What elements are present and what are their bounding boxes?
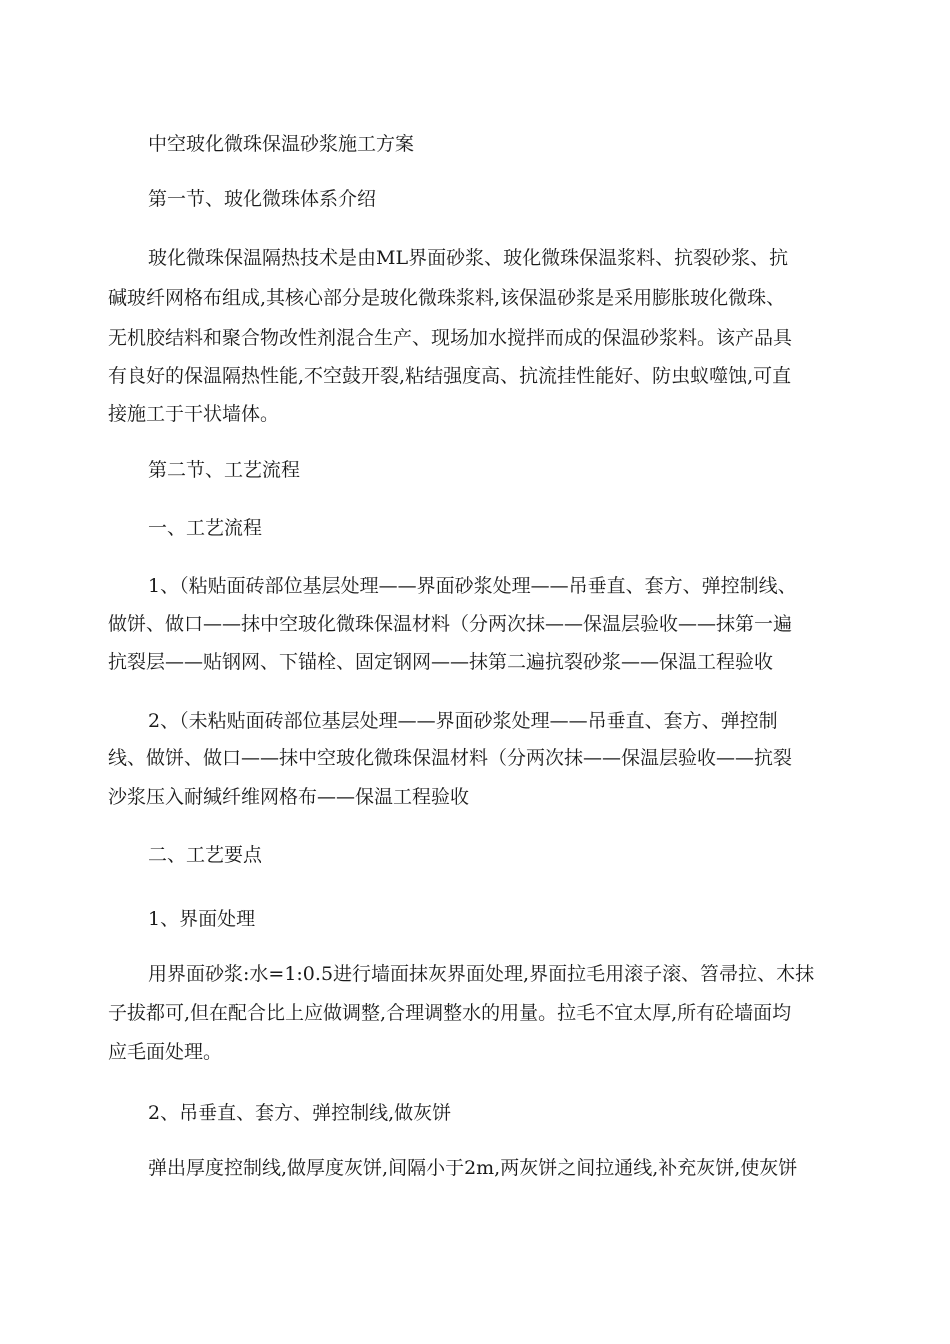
section-heading-1: 第一节、玻化微珠体系介绍 (148, 188, 377, 210)
point-heading-2: 2、吊垂直、套方、弹控制线,做灰饼 (148, 1102, 452, 1124)
point-heading-1: 1、界面处理 (148, 908, 256, 930)
subsection-heading-key-points: 二、工艺要点 (148, 844, 263, 866)
paragraph-line: 子拔都可,但在配合比上应做调整,合理调整水的用量。拉毛不宜太厚,所有砼墙面均 (108, 1002, 792, 1024)
paragraph-line: 用界面砂浆:水=1:0.5进行墙面抹灰界面处理,界面拉毛用滚子滚、笤帚拉、木抹 (148, 963, 815, 985)
paragraph-line: 接施工于干状墙体。 (108, 403, 280, 425)
paragraph-line: 线、做饼、做口——抹中空玻化微珠保温材料（分两次抹——保温层验收——抗裂 (108, 747, 793, 769)
paragraph-line: 无机胶结料和聚合物改性剂混合生产、现场加水搅拌而成的保温砂浆料。该产品具 (108, 327, 793, 349)
paragraph-line: 1、（粘贴面砖部位基层处理——界面砂浆处理——吊垂直、套方、弹控制线、 (148, 575, 797, 597)
paragraph-line: 有良好的保温隔热性能,不空鼓开裂,粘结强度高、抗流挂性能好、防虫蚁噬蚀,可直 (108, 365, 792, 387)
paragraph-line: 抗裂层——贴钢网、下锚栓、固定钢网——抹第二遍抗裂砂浆——保温工程验收 (108, 651, 774, 673)
paragraph-line: 玻化微珠保温隔热技术是由ML界面砂浆、玻化微珠保温浆料、抗裂砂浆、抗 (148, 247, 789, 269)
section-heading-2: 第二节、工艺流程 (148, 459, 301, 481)
paragraph-line: 2、（未粘贴面砖部位基层处理——界面砂浆处理——吊垂直、套方、弹控制 (148, 710, 778, 732)
paragraph-line: 碱玻纤网格布组成,其核心部分是玻化微珠浆料,该保温砂浆是采用膨胀玻化微珠、 (108, 287, 786, 309)
document-title: 中空玻化微珠保温砂浆施工方案 (148, 133, 415, 155)
paragraph-line: 弹出厚度控制线,做厚度灰饼,间隔小于2m,两灰饼之间拉通线,补充灰饼,使灰饼 (148, 1157, 798, 1179)
paragraph-line: 做饼、做口——抹中空玻化微珠保温材料（分两次抹——保温层验收——抹第一遍 (108, 613, 793, 635)
subsection-heading-process: 一、工艺流程 (148, 517, 263, 539)
paragraph-line: 沙浆压入耐缄纤维网格布——保温工程验收 (108, 786, 470, 808)
paragraph-line: 应毛面处理。 (108, 1041, 223, 1063)
